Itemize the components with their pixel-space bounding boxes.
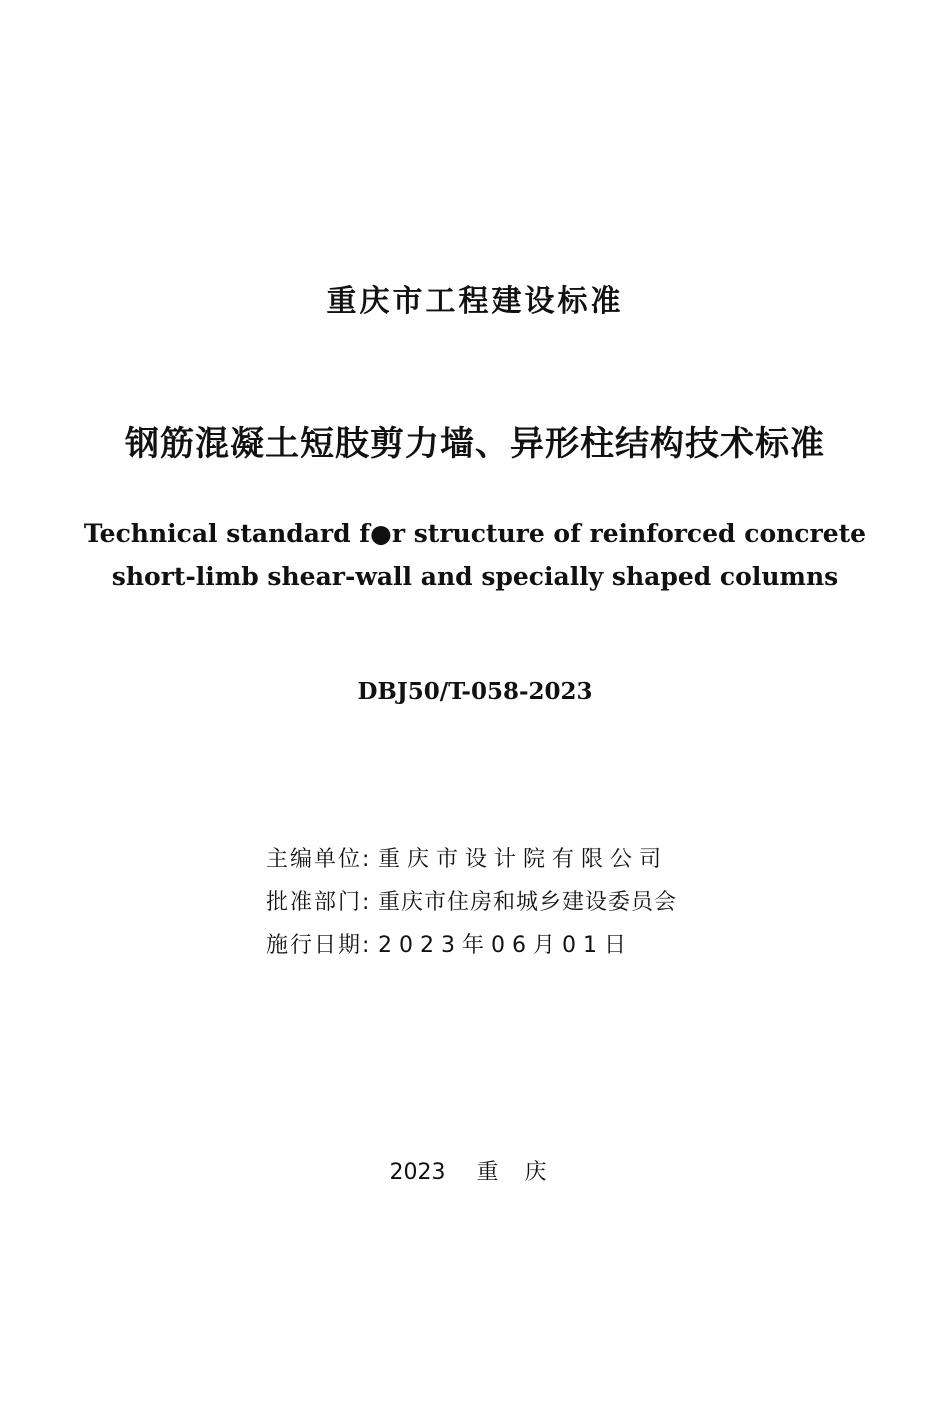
document-title-english	[0, 512, 950, 598]
series-title: 重庆市工程建设标准	[326, 284, 624, 319]
date-value: 2023年06月01日	[378, 933, 633, 958]
approver-label: 批准部门:	[266, 890, 372, 915]
date-row	[266, 924, 726, 967]
footer-city: 重庆	[476, 1160, 573, 1185]
editor-label: 主编单位:	[266, 847, 372, 872]
editor-row	[266, 838, 726, 881]
footer-year: 2023	[389, 1160, 446, 1185]
document-title-chinese: 钢筋混凝土短肢剪力墙、异形柱结构技术标准	[125, 424, 825, 464]
editor-value: 重庆市设计院有限公司	[378, 847, 669, 872]
approver-row	[266, 881, 726, 924]
english-title-line-2: short-limb shear-wall and specially shaped columns	[111, 562, 839, 591]
date-label: 施行日期:	[266, 933, 372, 958]
approver-value: 重庆市住房和城乡建设委员会	[378, 890, 678, 915]
english-title-line-1: Technical standard f●r structure of reinforced concrete	[83, 519, 867, 548]
publication-info	[266, 838, 726, 967]
standard-code: DBJ50/T-058-2023	[357, 678, 593, 705]
imprint-footer	[0, 1157, 950, 1189]
